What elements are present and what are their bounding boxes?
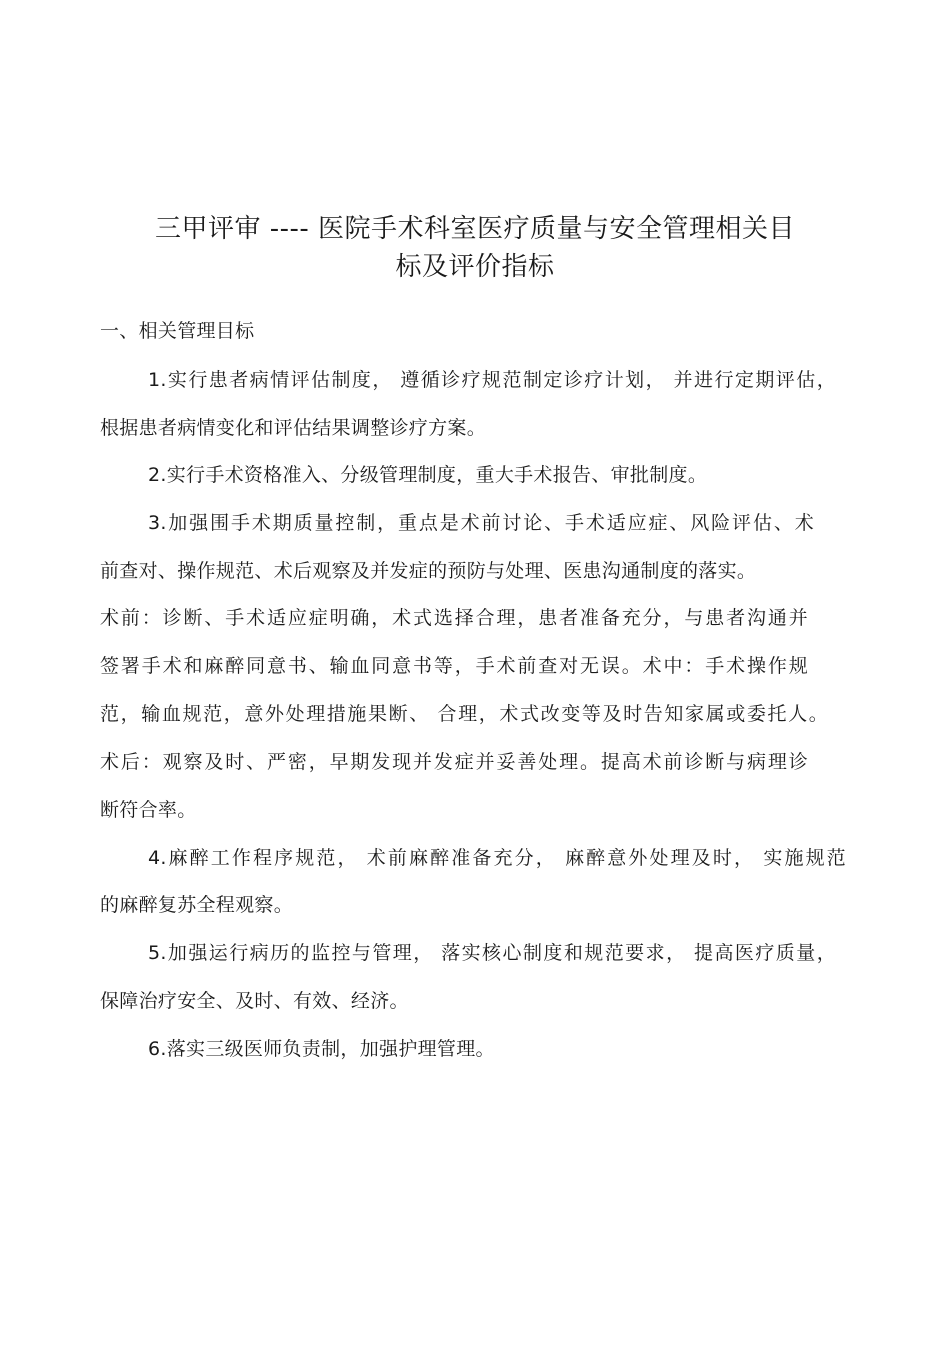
paragraph-line: 签署手术和麻醉同意书、输血同意书等，手术前查对无误。术中：手术操作规	[100, 655, 808, 677]
paragraph-line: 保障治疗安全、及时、有效、经济。	[100, 990, 409, 1012]
paragraph-line: 6.落实三级医师负责制，加强护理管理。	[148, 1038, 495, 1060]
paragraph-line: 的麻醉复苏全程观察。	[100, 894, 294, 916]
title-line-2: 标及评价指标	[395, 252, 555, 282]
section-heading: 一、相关管理目标	[100, 320, 255, 342]
document-title	[0, 210, 950, 286]
paragraph-line: 5.加强运行病历的监控与管理， 落实核心制度和规范要求， 提高医疗质量，	[148, 942, 836, 964]
paragraph-line: 范，输血规范，意外处理措施果断、 合理，术式改变等及时告知家属或委托人。	[100, 703, 828, 725]
paragraph-line: 术前：诊断、手术适应症明确，术式选择合理，患者准备充分，与患者沟通并	[100, 607, 808, 629]
paragraph-line: 断符合率。	[100, 799, 197, 821]
paragraph-line: 术后：观察及时、严密，早期发现并发症并妥善处理。提高术前诊断与病理诊	[100, 751, 808, 773]
paragraph-line: 3.加强围手术期质量控制，重点是术前讨论、手术适应症、风险评估、术	[148, 512, 814, 534]
paragraph-line: 2.实行手术资格准入、分级管理制度，重大手术报告、审批制度。	[148, 464, 708, 486]
paragraph-line: 根据患者病情变化和评估结果调整诊疗方案。	[100, 417, 487, 439]
title-line-1: 三甲评审 ---- 医院手术科室医疗质量与安全管理相关目	[154, 214, 796, 244]
paragraph-line: 前查对、操作规范、术后观察及并发症的预防与处理、医患沟通制度的落实。	[100, 560, 757, 582]
paragraph-line: 4.麻醉工作程序规范， 术前麻醉准备充分， 麻醉意外处理及时， 实施规范	[148, 847, 846, 869]
paragraph-line: 1.实行患者病情评估制度， 遵循诊疗规范制定诊疗计划， 并进行定期评估，	[148, 369, 836, 391]
